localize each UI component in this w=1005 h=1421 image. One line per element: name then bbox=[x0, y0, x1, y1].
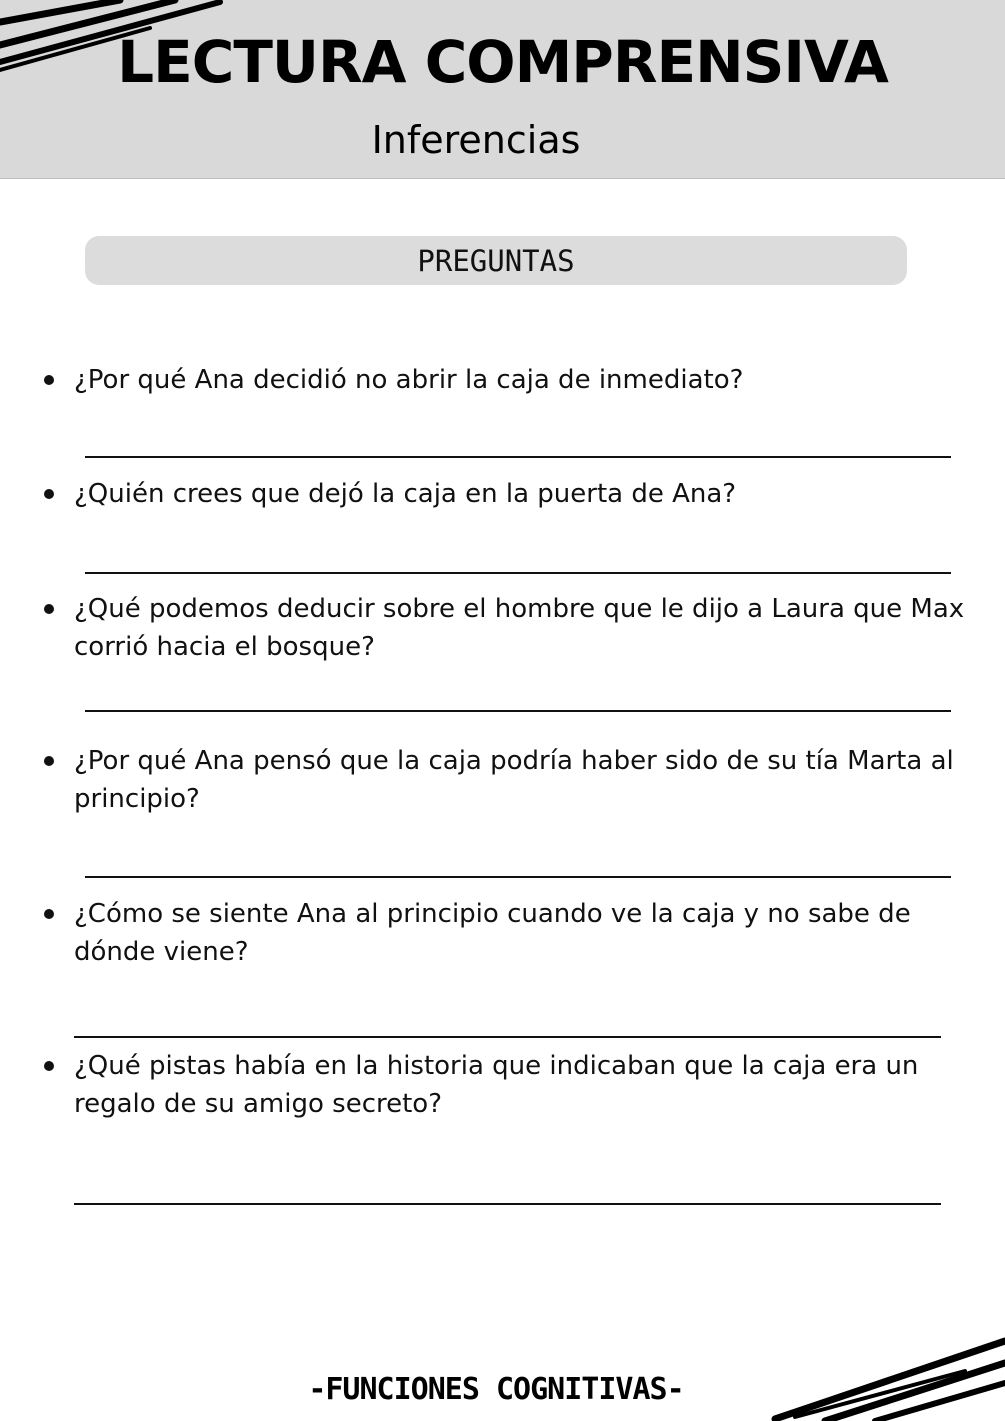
bullet-icon bbox=[44, 489, 54, 499]
question-text: ¿Qué podemos deducir sobre el hombre que le dijo a Laura que Max corrió hacia el bosque? bbox=[74, 594, 965, 662]
bullet-icon bbox=[44, 909, 54, 919]
answer-line[interactable] bbox=[85, 876, 951, 878]
question-item bbox=[44, 590, 974, 666]
question-text: ¿Cómo se siente Ana al principio cuando ve la caja y no sabe de dónde viene? bbox=[74, 899, 911, 967]
bullet-icon bbox=[44, 756, 54, 766]
section-heading: PREGUNTAS bbox=[85, 236, 907, 285]
answer-line[interactable] bbox=[85, 710, 951, 712]
bullet-icon bbox=[44, 1061, 54, 1071]
answer-line[interactable] bbox=[74, 1036, 941, 1038]
question-text: ¿Por qué Ana pensó que la caja podría haber sido de su tía Marta al principio? bbox=[74, 746, 954, 814]
answer-line[interactable] bbox=[74, 1203, 941, 1205]
header-banner bbox=[0, 0, 1005, 179]
question-text: ¿Por qué Ana decidió no abrir la caja de inmediato? bbox=[74, 365, 744, 395]
answer-line[interactable] bbox=[85, 572, 951, 574]
bullet-icon bbox=[44, 375, 54, 385]
footer-label: -FUNCIONES COGNITIVAS- bbox=[308, 1372, 684, 1407]
question-text: ¿Qué pistas había en la historia que indicaban que la caja era un regalo de su amigo secreto? bbox=[74, 1051, 919, 1119]
question-item bbox=[44, 361, 974, 399]
page-title: LECTURA COMPRENSIVA bbox=[117, 28, 888, 96]
question-item bbox=[44, 895, 974, 971]
page-subtitle: Inferencias bbox=[371, 118, 581, 162]
bullet-icon bbox=[44, 604, 54, 614]
question-text: ¿Quién crees que dejó la caja en la puerta de Ana? bbox=[74, 479, 737, 509]
question-item bbox=[44, 1047, 974, 1123]
question-item bbox=[44, 475, 974, 513]
answer-line[interactable] bbox=[85, 456, 951, 458]
question-item bbox=[44, 742, 974, 818]
